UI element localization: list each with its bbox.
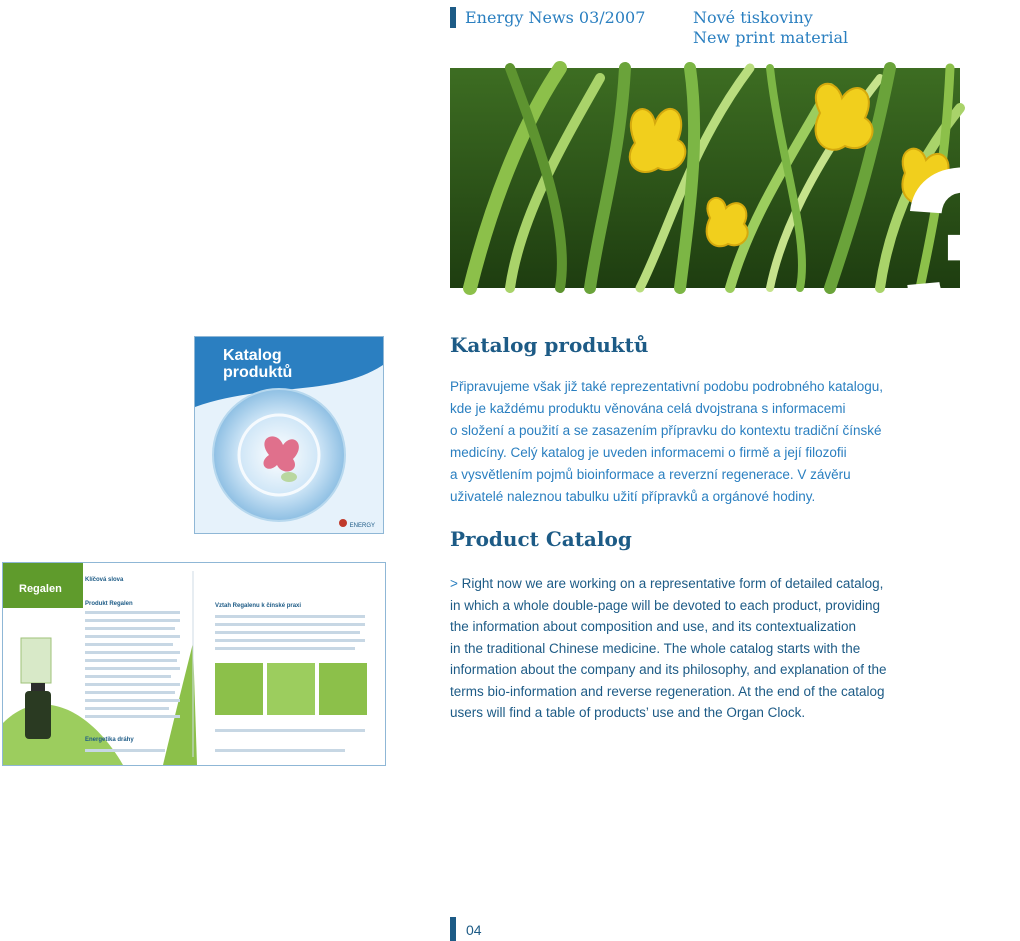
catalog-spread-image: [2, 562, 386, 766]
catalog-cover-title: Katalog produktů: [223, 347, 293, 381]
spread-heading-left: Klíčová slova: [85, 577, 124, 583]
paragraph-en: > Right now we are working on a representative form of detailed catalog, in which a whole double-page will be devoted to each product, providing the information about composition and use, and its contextualization in the traditional Chinese medicine. The whole catalog starts with the information about the company and its philosophy, and explanation of the terms bio-information and reverse regeneration. At the end of the catalog users will find a table of products’ use and the Organ Clock.: [450, 576, 887, 720]
issue-section-number: 3: [902, 120, 1020, 377]
section-title-cz: Nové tiskoviny: [693, 8, 813, 27]
catalog-cover-image: [194, 336, 384, 534]
spread-heading-right: Vztah Regalenu k čínské praxi: [215, 603, 302, 609]
spread-heading-bottom: Energetika dráhy: [85, 737, 134, 743]
paragraph-cz: Připravujeme však již také reprezentativní podobu podrobného katalogu, kde je každému produktu věnována celá dvojstrana s informacemi o složení a použití a se zasazením přípravku do kontextu tradiční čínské medicíny. Celý katalog je uveden informacemi o firmě a její filozofii a vysvětlením pojmů bioinformace a reverzní regenerace. V závěru uživatelé naleznou tabulku užití přípravků a orgánové hodiny.: [450, 379, 884, 504]
section-title: [693, 8, 848, 48]
heading-cz: Katalog produktů: [450, 333, 649, 357]
paragraph-marker: >: [450, 576, 458, 591]
iris-illustration: [450, 68, 960, 288]
footer-accent-bar: [450, 917, 456, 941]
heading-en: Product Catalog: [450, 527, 632, 551]
issue-label: Energy News 03/2007: [465, 8, 646, 27]
energy-logo: ENERGY: [349, 523, 375, 529]
spread-brand: Regalen: [19, 583, 62, 595]
header-accent-bar: [450, 7, 456, 28]
spread-heading-mid: Produkt Regalen: [85, 601, 133, 607]
page-number: 04: [466, 922, 482, 938]
section-title-en: New print material: [693, 28, 849, 47]
